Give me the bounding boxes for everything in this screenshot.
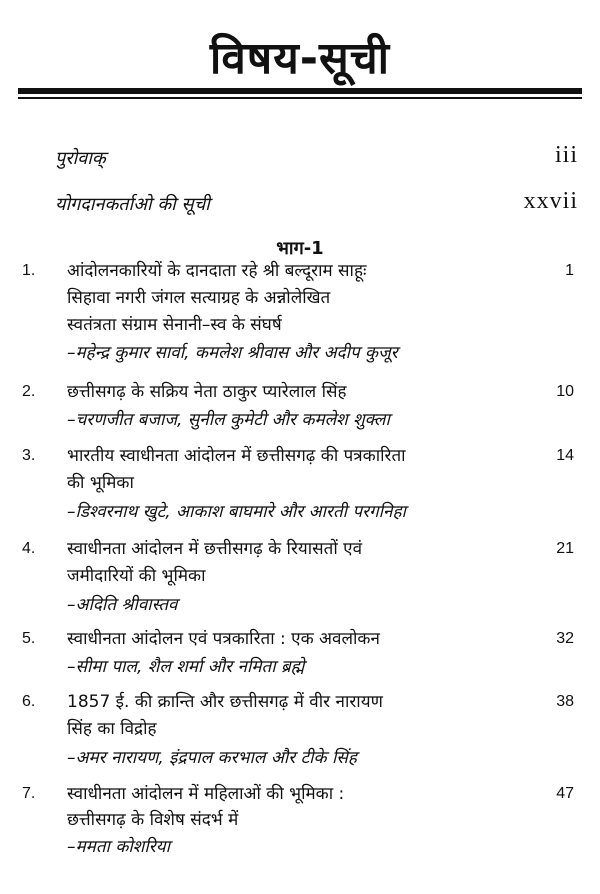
entry-authors: –ममता कोशरिया xyxy=(67,837,170,857)
entry-number: 1. xyxy=(22,262,36,279)
entry-title-line: स्वाधीनता आंदोलन एवं पत्रकारिता : एक अवलोकन xyxy=(67,629,380,649)
entry-page: 21 xyxy=(556,540,574,557)
entry-title-line: आंदोलनकारियों के दानदाता रहे श्री बल्दूराम साहूः xyxy=(67,261,367,281)
entry-authors: –अमर नारायण, इंद्रपाल करभाल और टीके सिंह xyxy=(67,748,357,768)
front-matter-label: योगदानकर्ताओ की सूची xyxy=(55,194,210,215)
entry-number: 3. xyxy=(22,447,36,464)
entry-number: 7. xyxy=(22,785,36,802)
entry-page: 10 xyxy=(556,383,574,400)
entry-page: 32 xyxy=(556,630,574,647)
entry-number: 2. xyxy=(22,383,36,400)
entry-authors: –महेन्द्र कुमार सार्वा, कमलेश श्रीवास और अदीप कुजूर xyxy=(67,343,398,363)
entry-number: 4. xyxy=(22,540,36,557)
entry-title-line: छत्तीसगढ़ के सक्रिय नेता ठाकुर प्यारेलाल सिंह xyxy=(67,382,347,402)
entry-page: 14 xyxy=(556,447,574,464)
entry-title-line: स्वाधीनता आंदोलन में महिलाओं की भूमिका : xyxy=(67,784,345,804)
entry-title-line: स्वाधीनता आंदोलन में छत्तीसगढ़ के रियासतों एवं xyxy=(67,539,363,559)
front-matter-page: xxvii xyxy=(523,188,578,214)
front-matter-item-preface xyxy=(55,142,582,176)
front-matter-label: पुरोवाक् xyxy=(55,148,106,169)
entry-page: 47 xyxy=(556,785,574,802)
entry-authors: –चरणजीत बजाज, सुनील कुमेटी और कमलेश शुक्ला xyxy=(67,410,390,430)
entry-page: 38 xyxy=(556,693,574,710)
entry-title-line: जमीदारियों की भूमिका xyxy=(67,566,206,586)
title-rule-thick xyxy=(18,88,582,94)
entry-authors: –अदिति श्रीवास्तव xyxy=(67,595,178,615)
entry-title-line: सिहावा नगरी जंगल सत्याग्रह के अन्नोलेखित xyxy=(67,288,331,308)
entry-title-line: स्वतंत्रता संग्राम सेनानी–स्व के संघर्ष xyxy=(67,315,282,335)
entry-title-line: छत्तीसगढ़ के विशेष संदर्भ में xyxy=(67,810,239,830)
entry-title-line: की भूमिका xyxy=(67,473,134,493)
front-matter-item-contributors xyxy=(55,188,582,222)
entry-title-line: 1857 ई. की क्रान्ति और छत्तीसगढ़ में वीर नारायण xyxy=(67,692,383,712)
part-heading: भाग-1 xyxy=(276,238,324,259)
entry-title-line: भारतीय स्वाधीनता आंदोलन में छत्तीसगढ़ की पत्रकारिता xyxy=(67,446,406,466)
entry-number: 6. xyxy=(22,693,36,710)
entry-number: 5. xyxy=(22,630,36,647)
entry-page: 1 xyxy=(565,262,574,279)
front-matter-page: iii xyxy=(554,142,578,168)
page-title: विषय-सूची xyxy=(209,33,391,84)
entry-title-line: सिंह का विद्रोह xyxy=(67,719,157,739)
entry-authors: –सीमा पाल, शैल शर्मा और नमिता ब्रह्मे xyxy=(67,657,305,677)
title-rule-thin xyxy=(18,97,582,99)
entry-authors: –डिश्वरनाथ खुटे, आकाश बाघमारे और आरती परगनिहा xyxy=(67,502,406,522)
